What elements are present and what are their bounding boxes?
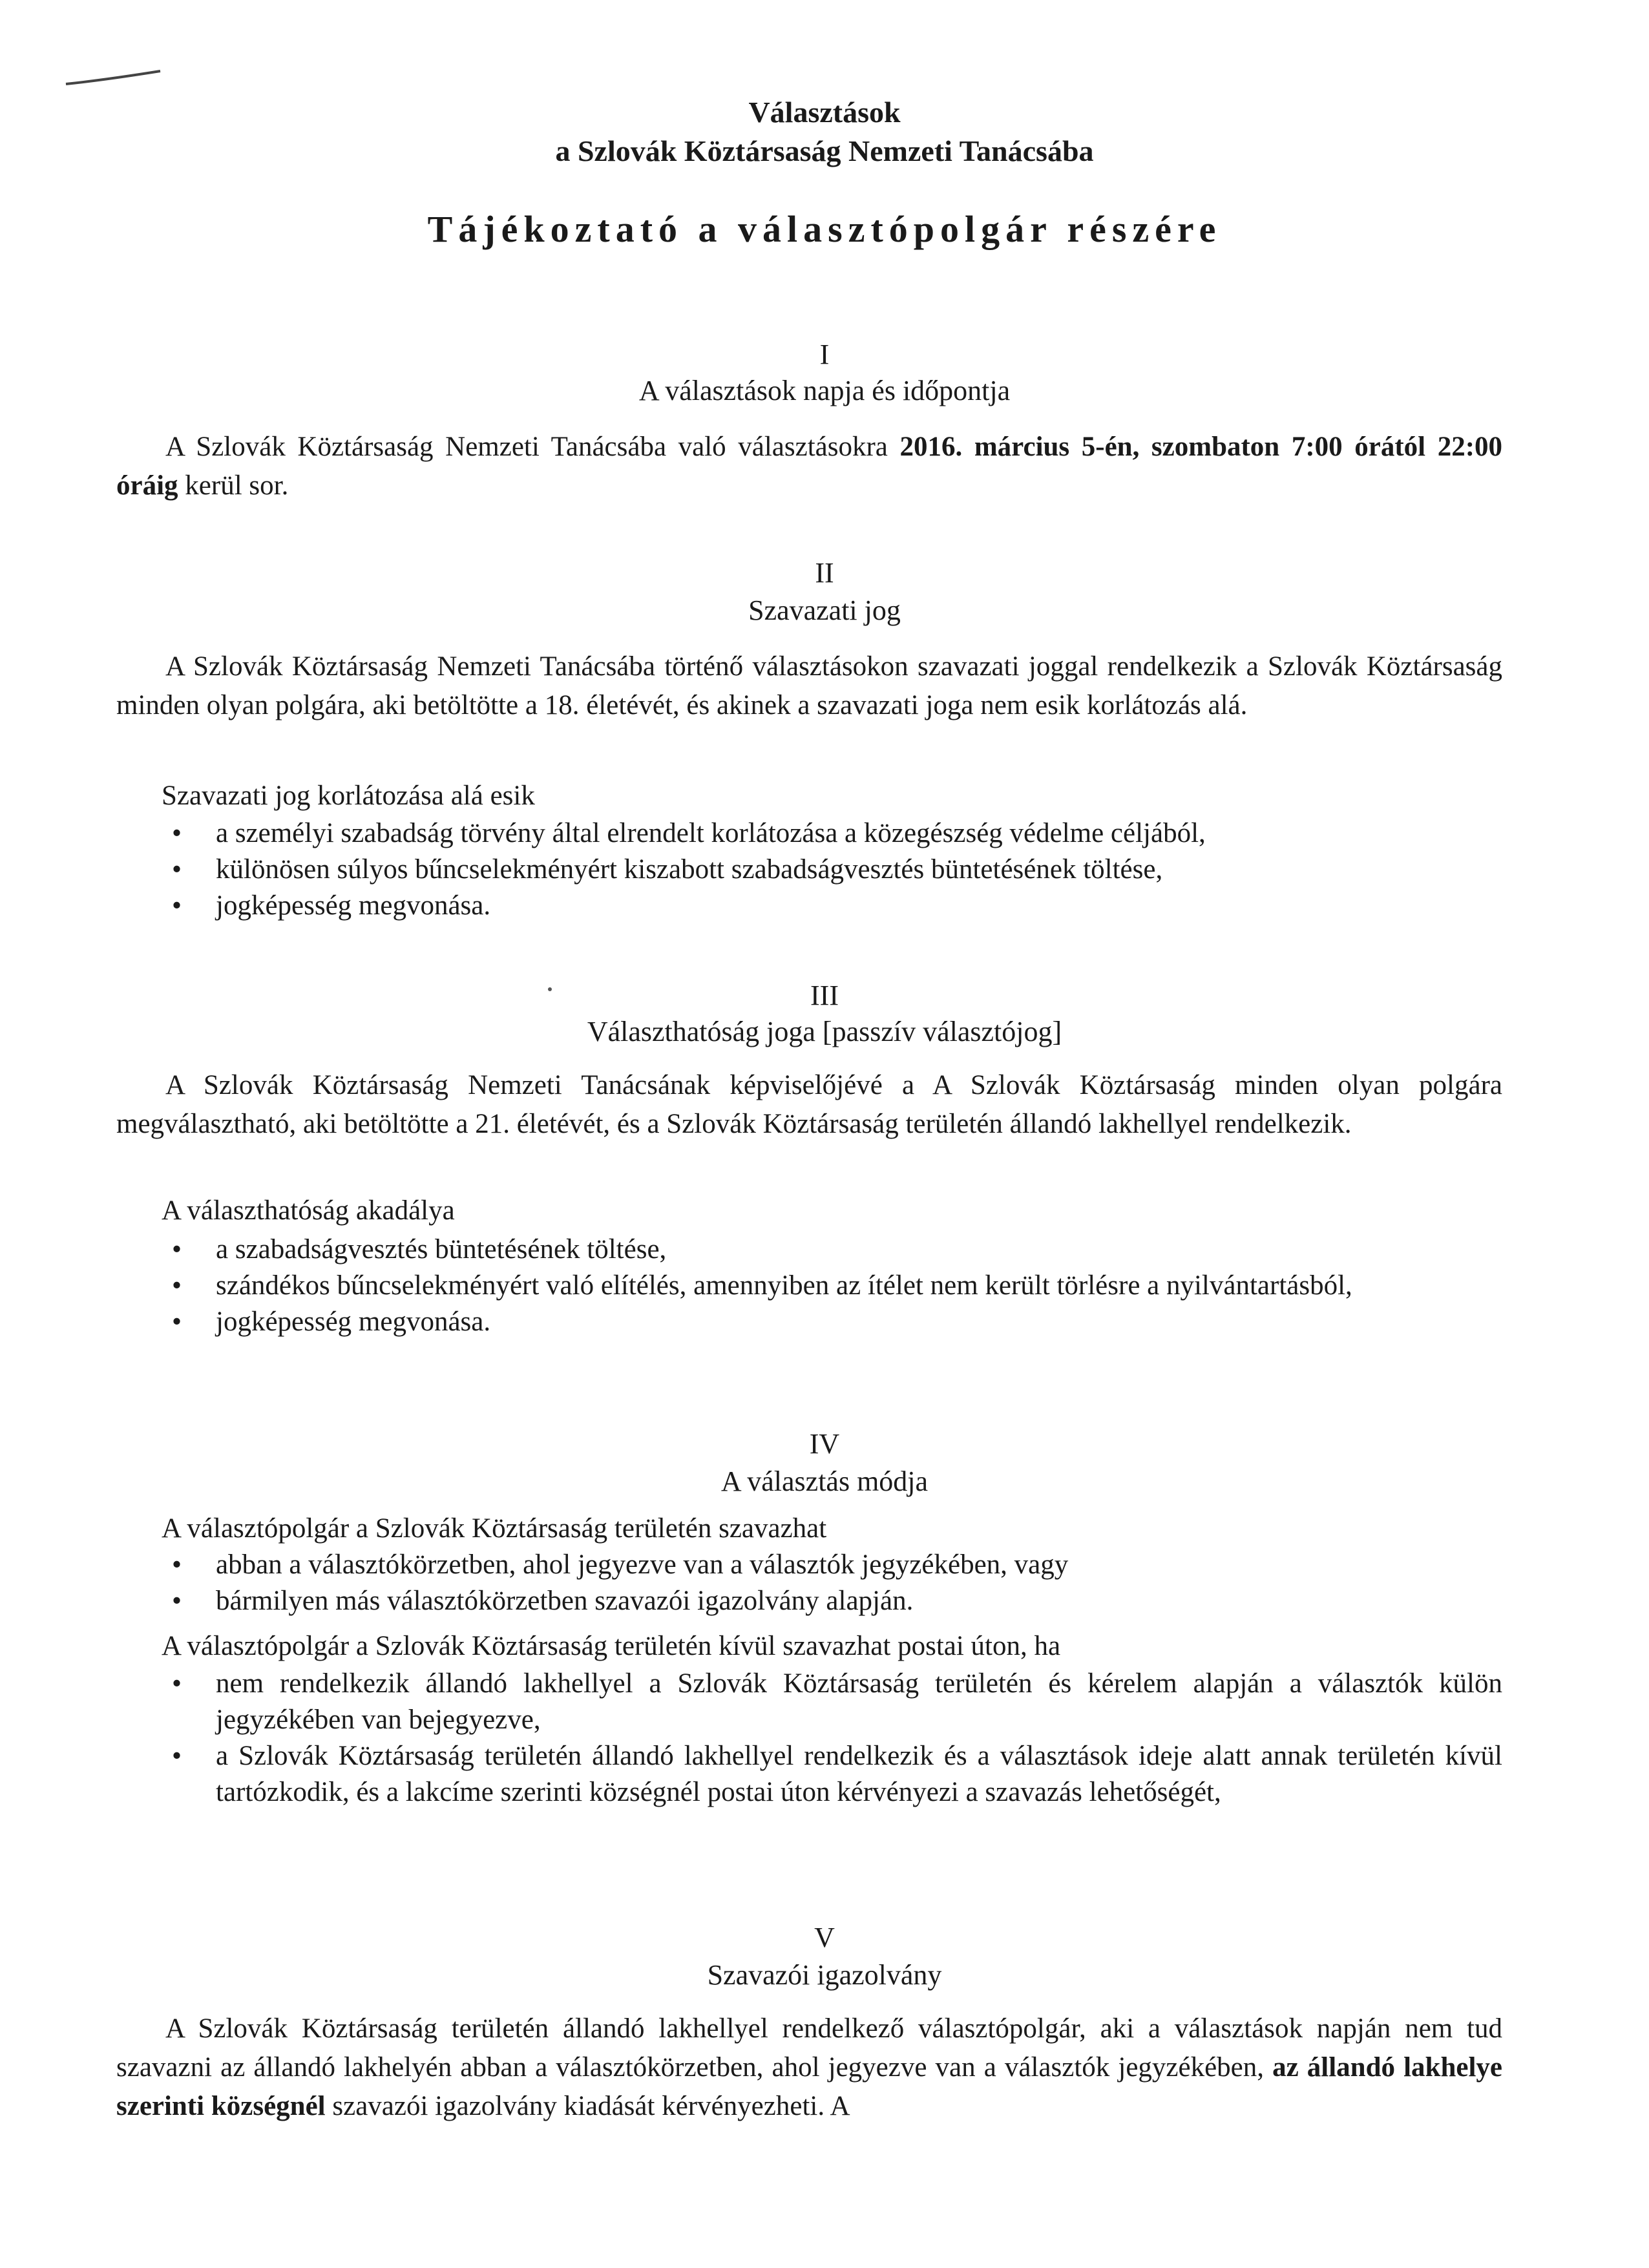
section-4-list-lead-1: A választópolgár a Szlovák Köztársaság területén szavazhat	[162, 1513, 827, 1544]
section-2-number: II	[815, 557, 834, 589]
section-4-title: A választás módja	[720, 1465, 929, 1497]
list-item: • szándékos bűncselekményért való elítélés, amennyiben az ítélet nem került törlésre a nyilvántartásból,	[162, 1268, 1502, 1304]
bullet-icon: •	[172, 1307, 182, 1337]
document-title-line1: Választások	[748, 96, 901, 129]
section-2-paragraph: A Szlovák Köztársaság Nemzeti Tanácsába történő választásokon szavazati joggal rendelkezik a Szlovák Köztársaság minden olyan polgára, aki betöltötte a 18. életévét, és akinek a szavazati joga nem esik korlátozás alá.	[116, 651, 1502, 720]
bullet-icon: •	[172, 1668, 182, 1699]
section-3-list-lead: A választhatóság akadálya	[162, 1195, 455, 1226]
bullet-icon: •	[172, 1549, 182, 1580]
scan-artifact-stroke	[65, 68, 162, 87]
section-5-number: V	[814, 1922, 835, 1953]
list-item: • különösen súlyos bűncselekményért kiszabott szabadságvesztés büntetésének töltése,	[162, 852, 1502, 888]
section-3-paragraph: A Szlovák Köztársaság Nemzeti Tanácsának képviselőjévé a A Szlovák Köztársaság minden olyan polgára megválasztható, aki betöltötte a 21. életévét, és a Szlovák Köztársaság területén állandó lakhellyel rendelkezik.	[116, 1070, 1502, 1139]
section-2-title: Szavazati jog	[748, 594, 901, 626]
section-5-title: Szavazói igazolvány	[707, 1959, 942, 1991]
section-3-title: Választhatóság joga [passzív választójog]	[587, 1016, 1062, 1047]
bullet-icon: •	[172, 1741, 182, 1771]
bullet-icon: •	[172, 1234, 182, 1265]
bullet-icon: •	[172, 1586, 182, 1616]
section-2-bullet-list	[162, 815, 1502, 924]
section-1-text-a: A Szlovák Köztársaság Nemzeti Tanácsába való választásokra	[165, 432, 900, 462]
section-1-text-c: kerül sor.	[178, 470, 289, 501]
bullet-icon: •	[172, 854, 182, 885]
section-3-bullet-list	[162, 1232, 1502, 1340]
section-4-bullet-list-2	[162, 1666, 1502, 1811]
list-item: • jogképesség megvonása.	[162, 888, 1502, 924]
list-item: • abban a választókörzetben, ahol jegyezve van a választók jegyzékében, vagy	[162, 1547, 1502, 1583]
bullet-icon: •	[172, 890, 182, 921]
section-5-text-bold: az állandó lakhelye szerinti községnél	[116, 2052, 1502, 2121]
bullet-icon: •	[172, 818, 182, 848]
list-item: • a Szlovák Köztársaság területén állandó lakhellyel rendelkezik és a választások ideje alatt annak területén kívül tartózkodik, és a lakcíme szerinti községnél postai úton kérvényezi a szavazás lehetőségét,	[162, 1738, 1502, 1811]
section-4-bullet-list-1	[162, 1547, 1502, 1619]
section-1-title: A választások napja és időpontja	[638, 375, 1011, 406]
section-4-list-lead-2: A választópolgár a Szlovák Köztársaság területén kívül szavazhat postai úton, ha	[162, 1631, 1061, 1661]
section-3-number: III	[810, 980, 839, 1011]
document-title-line2: a Szlovák Köztársaság Nemzeti Tanácsába	[555, 134, 1094, 167]
section-4-number: IV	[809, 1428, 840, 1460]
section-1-paragraph	[116, 428, 1502, 505]
section-2-list-lead: Szavazati jog korlátozása alá esik	[162, 781, 535, 811]
list-item: • a szabadságvesztés büntetésének töltése,	[162, 1232, 1502, 1268]
bullet-icon: •	[172, 1270, 182, 1301]
list-item: • nem rendelkezik állandó lakhellyel a Szlovák Köztársaság területén és kérelem alapján a választók külön jegyzékében van bejegyezve,	[162, 1666, 1502, 1738]
list-item: • bármilyen más választókörzetben szavazói igazolvány alapján.	[162, 1583, 1502, 1619]
section-5-text-a: A Szlovák Köztársaság területén állandó lakhellyel rendelkező választópolgár, aki a választások napján nem tud szavazni az állandó lakhelyén abban a választókörzetben, ahol jegyezve van a választók jegyzékében,	[116, 2013, 1502, 2083]
list-item: • jogképesség megvonása.	[162, 1304, 1502, 1340]
section-5-text-c: szavazói igazolvány kiadását kérvényezheti. A	[325, 2091, 850, 2121]
section-5-paragraph	[116, 2010, 1502, 2126]
list-item: • a személyi szabadság törvény által elrendelt korlátozása a közegészség védelme céljából,	[162, 815, 1502, 852]
document-subtitle: Tájékoztató a választópolgár részére	[427, 208, 1222, 250]
section-1-text-bold: 2016. március 5-én, szombaton 7:00 órától 22:00 óráig	[116, 432, 1503, 501]
section-1-number: I	[819, 339, 830, 370]
